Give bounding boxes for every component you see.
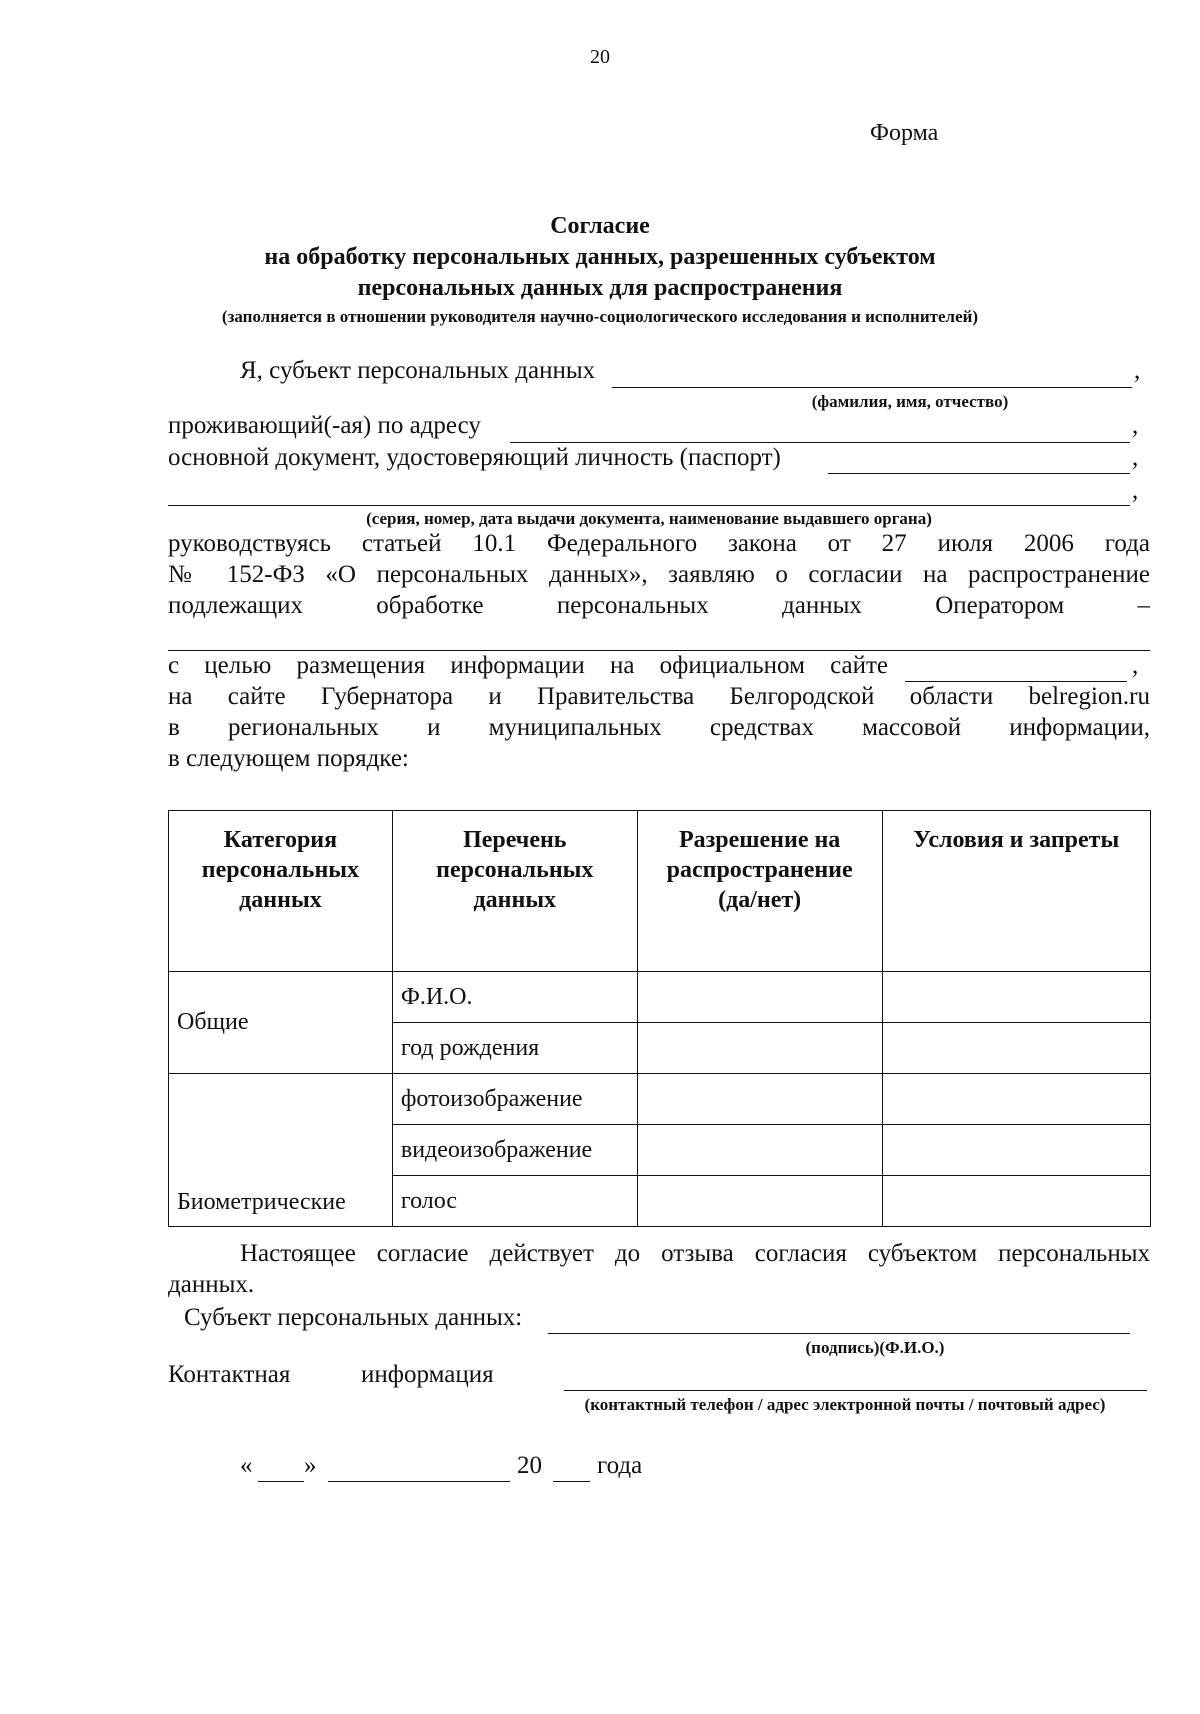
contact-caption: (контактный телефон / адрес электронной почты / почтовый адрес) [584,1395,1106,1414]
permission-cell[interactable] [637,1125,882,1176]
body-text: в следующем порядке: [168,745,409,772]
item-cell: Ф.И.О. [392,972,637,1023]
date-suffix: года [597,1452,643,1479]
document-caption: (серия, номер, дата выдачи документа, наименование выдавшего органа) [366,509,932,528]
address-label: проживающий(-ая) по адресу [168,412,481,439]
document-title-line2: на обработку персональных данных, разрешенных субъектом [264,244,936,270]
column-header: Разрешение на распространение (да/нет) [637,811,882,972]
document-details-field[interactable] [168,505,1130,506]
permission-cell[interactable] [637,1023,882,1074]
body-text: подлежащих обработке персональных данных Оператором – [168,592,1150,619]
conditions-cell[interactable] [882,972,1150,1023]
comma: , [1132,412,1139,439]
date-quote-close: » [304,1452,317,1479]
signature-label: Субъект персональных данных: [184,1304,523,1331]
permission-cell[interactable] [637,1074,882,1125]
subject-label: Я, субъект персональных данных [240,357,596,384]
page-number: 20 [590,46,610,68]
body-text: с целью размещения информации на официальном сайте [168,652,888,679]
table-row [169,1074,1151,1125]
operator-field[interactable] [168,650,1150,651]
comma: , [1132,652,1139,679]
conditions-cell[interactable] [882,1125,1150,1176]
subject-name-field[interactable] [612,387,1132,388]
website-field[interactable] [905,681,1127,682]
date-month-field[interactable] [328,1481,510,1482]
document-title-line3: персональных данных для распространения [357,275,843,301]
body-text: в региональных и муниципальных средствах массовой информации, [168,714,1150,741]
subject-caption: (фамилия, имя, отчество) [811,392,1009,411]
validity-text: Настоящее согласие действует до отзыва согласия субъектом персональных [240,1240,1150,1267]
title-note: (заполняется в отношении руководителя научно-социологического исследования и исполнителей) [221,307,979,326]
signature-field[interactable] [548,1333,1130,1334]
comma: , [1134,357,1141,384]
item-cell: видеоизображение [392,1125,637,1176]
conditions-cell[interactable] [882,1176,1150,1227]
form-label: Форма [870,120,939,146]
comma: , [1132,444,1139,471]
document-title: Согласие [550,213,650,239]
date-year-field[interactable] [553,1481,590,1482]
body-text: на сайте Губернатора и Правительства Белгородской области belregion.ru [168,683,1150,710]
date-year-prefix: 20 [517,1452,542,1479]
permission-cell[interactable] [637,1176,882,1227]
item-cell: год рождения [392,1023,637,1074]
permission-cell[interactable] [637,972,882,1023]
column-header: Категория персональных данных [169,811,393,972]
conditions-cell[interactable] [882,1023,1150,1074]
permissions-table [168,810,1151,1227]
conditions-cell[interactable] [882,1074,1150,1125]
column-header: Условия и запреты [882,811,1150,972]
validity-text: данных. [168,1271,255,1298]
table-row [169,972,1151,1023]
category-cell: Общие [169,972,393,1074]
item-cell: фотоизображение [392,1074,637,1125]
contact-label: Контактная [168,1361,291,1388]
body-text: № 152-ФЗ «О персональных данных», заявляю о согласии на распространение [168,561,1150,588]
date-day-field[interactable] [258,1481,304,1482]
date-quote-open: « [240,1452,253,1479]
signature-caption: (подпись)(Ф.И.О.) [805,1338,945,1357]
document-label: основной документ, удостоверяющий личность (паспорт) [168,444,781,471]
body-text: руководствуясь статьей 10.1 Федерального закона от 27 июля 2006 года [168,530,1150,557]
document-field[interactable] [828,473,1130,474]
table-header-row [169,811,1151,972]
item-cell: голос [392,1176,637,1227]
contact-label: информация [361,1361,494,1388]
column-header: Перечень персональных данных [392,811,637,972]
address-field[interactable] [510,442,1130,443]
category-cell: Биометрические [169,1074,393,1227]
comma: , [1132,477,1139,504]
contact-field[interactable] [564,1390,1147,1391]
